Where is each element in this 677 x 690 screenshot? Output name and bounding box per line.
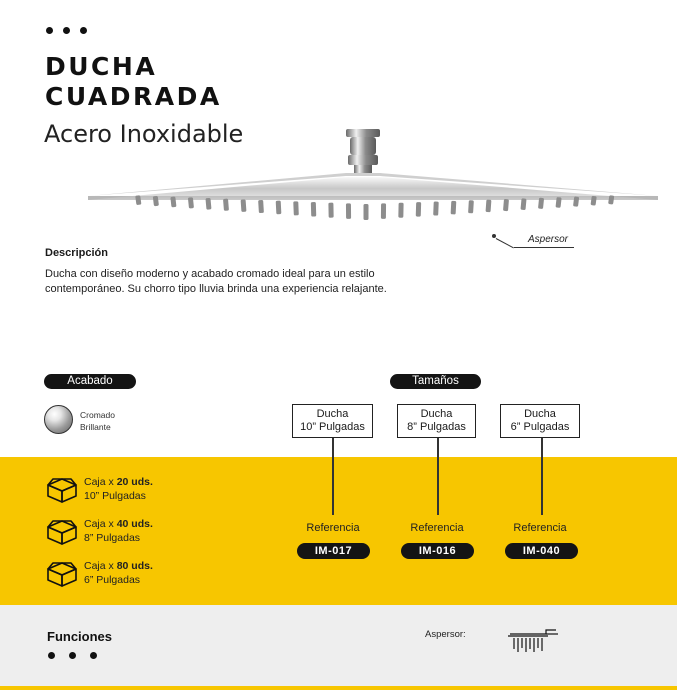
reference-label: Referencia [306,522,360,534]
size-card-10 [292,404,373,438]
size-connector [541,438,543,515]
size-value: 10” Pulgadas [300,421,365,433]
size-card-6 [500,404,580,438]
title-line-2: CUADRADA [45,82,222,111]
title-line-1: DUCHA [45,52,158,81]
packaging-item [46,559,246,589]
reference-label: Referencia [513,522,567,534]
size-value: 8” Pulgadas [407,421,466,433]
reference-label: Referencia [410,522,464,534]
functions-band [0,605,677,686]
size-name: Ducha [316,408,349,420]
box-icon [46,517,78,545]
rain-shower-icon [506,627,560,655]
footer-stripe [0,686,677,690]
size-connector [332,438,334,515]
dot [48,652,55,659]
size-connector [437,438,439,515]
size-name: Ducha [524,408,556,420]
page-subtitle: Acero Inoxidable [44,120,244,148]
finish-option-label: Cromado Brillante [80,410,115,432]
packaging-item [46,517,246,547]
chrome-swatch-icon [44,405,73,434]
function-label: Aspersor: [425,629,466,640]
dot [69,652,76,659]
sizes-label: Tamaños [390,374,481,389]
size-value: 6” Pulgadas [510,421,570,433]
box-icon [46,475,78,503]
packaging-size: 8” Pulgadas [84,532,141,544]
packaging-qty: Caja x 40 uds. [84,518,153,530]
decorative-dots-bottom [48,652,97,659]
dot [90,652,97,659]
decorative-dots-top [46,27,87,34]
packaging-size: 6” Pulgadas [84,574,141,586]
description-title: Descripción [45,247,108,259]
callout-rule [514,247,574,248]
page-title [45,52,222,112]
dot [63,27,70,34]
reference-code: IM-040 [505,543,578,559]
functions-title: Funciones [47,629,113,644]
aspersor-callout [492,231,592,253]
packaging-size: 10” Pulgadas [84,490,146,502]
size-name: Ducha [420,408,453,420]
reference-code: IM-016 [401,543,474,559]
description-text: Ducha con diseño moderno y acabado cromado ideal para un estilo contemporáneo. Su chorro tipo lluvia brinda una experiencia relajante. [45,268,387,295]
reference-code: IM-017 [297,543,370,559]
dot [80,27,87,34]
packaging-qty: Caja x 80 uds. [84,560,153,572]
box-icon [46,559,78,587]
dot [46,27,53,34]
packaging-item [46,475,246,505]
callout-label: Aspersor [528,234,569,245]
size-card-8 [397,404,476,438]
packaging-qty: Caja x 20 uds. [84,476,153,488]
finish-label: Acabado [44,374,136,389]
shower-head-image [88,124,658,224]
callout-line [496,238,514,248]
